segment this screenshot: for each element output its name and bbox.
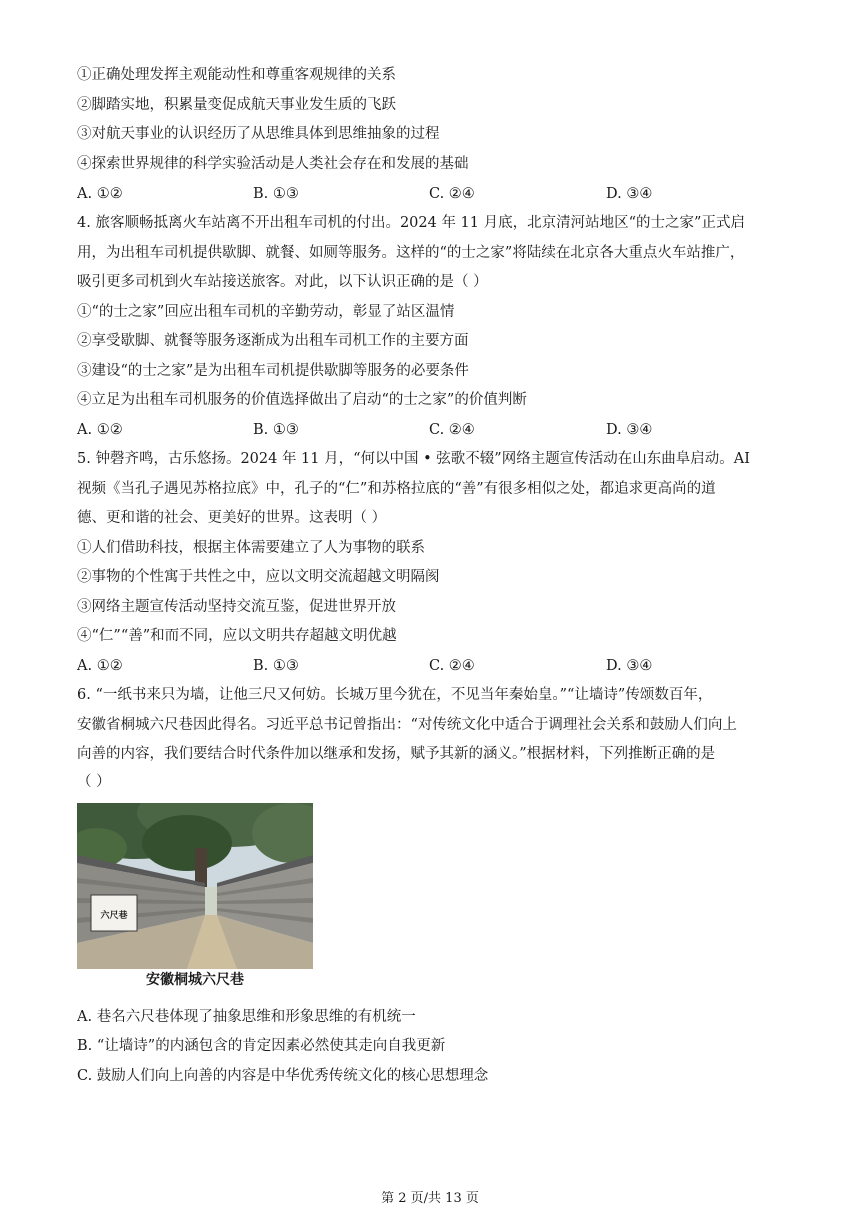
q4-stem-line-2: 用，为出租车司机提供歇脚、就餐、如厕等服务。这样的“的士之家”将陆续在北京各大重点火车站推广， <box>77 245 745 261</box>
q5-option-b: B. ①③ <box>253 658 299 674</box>
q4-statement-2: ②享受歇脚、就餐等服务逐渐成为出租车司机工作的主要方面 <box>77 333 469 349</box>
photo-caption: 安徽桐城六尺巷 <box>146 972 244 988</box>
q6-option-a: A. 巷名六尺巷体现了抽象思维和形象思维的有机统一 <box>77 1009 416 1025</box>
q4-stem-line-3: 吸引更多司机到火车站接送旅客。对此，以下认识正确的是（ ） <box>77 274 488 290</box>
q4-statement-4: ④立足为出租车司机服务的价值选择做出了启动“的士之家”的价值判断 <box>77 392 527 408</box>
q3-statement-1: ①正确处理发挥主观能动性和尊重客观规律的关系 <box>77 67 396 83</box>
q4-option-a: A. ①② <box>77 422 123 438</box>
q4-option-c: C. ②④ <box>429 422 475 438</box>
six-foot-alley-photo <box>77 803 313 969</box>
q6-option-b: B. “让墙诗”的内涵包含的肯定因素必然使其走向自我更新 <box>77 1038 446 1054</box>
q5-option-c: C. ②④ <box>429 658 475 674</box>
q6-stem-line-2: 安徽省桐城六尺巷因此得名。习近平总书记曾指出：“对传统文化中适合于调理社会关系和鼓励人们向上 <box>77 717 737 733</box>
q3-option-a: A. ①② <box>77 186 123 202</box>
q5-statement-4: ④“仁”“善”和而不同，应以文明共存超越文明优越 <box>77 628 397 644</box>
q5-statement-3: ③网络主题宣传活动坚持交流互鉴，促进世界开放 <box>77 599 396 615</box>
q6-stem-line-1: 6. “一纸书来只为墙，让他三尺又何妨。长城万里今犹在，不见当年秦始皇。”“让墙诗”传颂数百年， <box>77 687 713 703</box>
q3-statement-3: ③对航天事业的认识经历了从思维具体到思维抽象的过程 <box>77 126 440 142</box>
page-number: 第 2 页/共 13 页 <box>381 1191 479 1206</box>
q3-statement-4: ④探索世界规律的科学实验活动是人类社会存在和发展的基础 <box>77 156 469 172</box>
q3-option-c: C. ②④ <box>429 186 475 202</box>
q5-stem-line-2: 视频《当孔子遇见苏格拉底》中，孔子的“仁”和苏格拉底的“善”有很多相似之处，都追求更高尚的道 <box>77 481 716 497</box>
q4-option-b: B. ①③ <box>253 422 299 438</box>
q5-option-d: D. ③④ <box>606 658 653 674</box>
q5-stem-line-1: 5. 钟磬齐鸣，古乐悠扬。2024 年 11 月，“何以中国 • 弦歌不辍”网络主题宣传活动在山东曲阜启动。AI <box>77 451 750 467</box>
q3-statement-2: ②脚踏实地，积累量变促成航天事业发生质的飞跃 <box>77 97 396 113</box>
q6-stem-line-4: （ ） <box>77 774 111 790</box>
q5-statement-2: ②事物的个性寓于共性之中，应以文明交流超越文明隔阂 <box>77 569 440 585</box>
q4-option-d: D. ③④ <box>606 422 653 438</box>
q5-stem-line-3: 德、更和谐的社会、更美好的世界。这表明（ ） <box>77 510 387 526</box>
q5-statement-1: ①人们借助科技，根据主体需要建立了人为事物的联系 <box>77 540 425 556</box>
q4-statement-3: ③建设“的士之家”是为出租车司机提供歇脚等服务的必要条件 <box>77 363 469 379</box>
q6-option-c: C. 鼓励人们向上向善的内容是中华优秀传统文化的核心思想理念 <box>77 1068 489 1084</box>
q4-statement-1: ①“的士之家”回应出租车司机的辛勤劳动，彰显了站区温情 <box>77 304 455 320</box>
sign-text: 六尺巷 <box>100 911 128 921</box>
q6-stem-line-3: 向善的内容，我们要结合时代条件加以继承和发扬，赋予其新的涵义。”根据材料，下列推断正确的是 <box>77 746 716 762</box>
q3-option-b: B. ①③ <box>253 186 299 202</box>
q3-option-d: D. ③④ <box>606 186 653 202</box>
q4-stem-line-1: 4. 旅客顺畅抵离火车站离不开出租车司机的付出。2024 年 11 月底，北京清河站地区“的士之家”正式启 <box>77 215 745 231</box>
q5-option-a: A. ①② <box>77 658 123 674</box>
